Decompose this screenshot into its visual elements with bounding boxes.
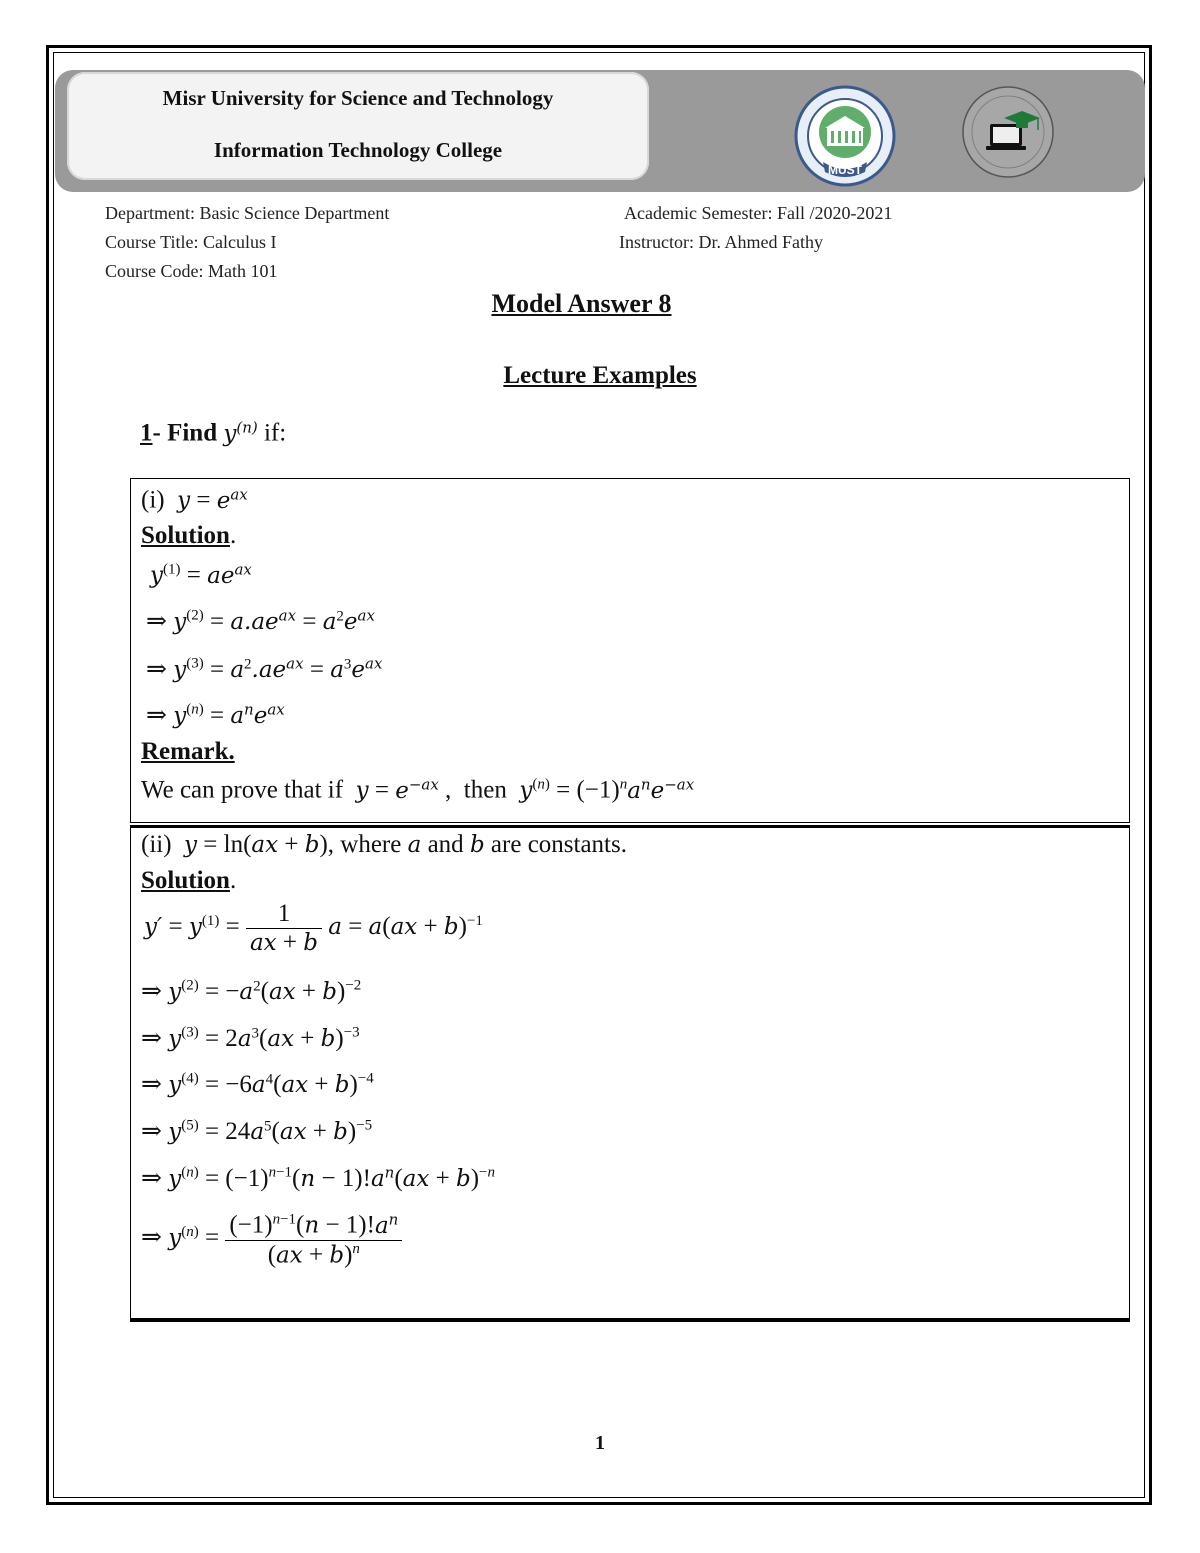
solution-box-1 xyxy=(130,478,1130,823)
part2-solution-heading: Solution. xyxy=(141,867,237,894)
part2-step-5: ⇒ $y^{(5)} = 24a^5(ax + b)^{-5}$ xyxy=(141,1117,373,1145)
remark-intro: We can prove that if xyxy=(141,776,344,804)
page-number: 1 xyxy=(595,1432,605,1454)
part2-step-n: ⇒ $y^{(n)} = (-1)^{n-1}(n - 1)!a^n(ax + b)^{-n}$ xyxy=(141,1163,495,1192)
part2-solution-label: Solution xyxy=(141,867,230,894)
part2-step-3: ⇒ $y^{(3)} = 2a^3(ax + b)^{-3}$ xyxy=(141,1024,360,1052)
part1-step-n: ⇒ $y^{(n)} = a^ne^{ax}$ xyxy=(146,700,285,729)
part1-remark-text: We can prove that if $y = e^{-ax}$ , then $y^{(n)} = (-1)^na^ne^{-ax}$ xyxy=(141,775,695,804)
part1-step-3: ⇒ $y^{(3)} = a^2.ae^{ax} = a^3e^{ax}$ xyxy=(146,654,383,683)
part2-and: and xyxy=(427,831,464,858)
part2-final: ⇒ $y^{(n)}$ = $\frac{(-1)^{n-1}(n - 1)!a^n}{(ax + b)^n}$ xyxy=(141,1210,402,1269)
it-college-logo xyxy=(960,84,1056,180)
department-label: Department: Basic Science Department xyxy=(105,203,390,223)
part2-step-1: $y' = y^{(1)}$ = $\frac{1}{ax + b}$ a = a(ax + b)$^{-1}$ xyxy=(144,900,483,956)
part2-constants: are constants. xyxy=(490,831,627,858)
university-logo xyxy=(793,84,897,188)
part1-solution-label: Solution xyxy=(141,522,230,549)
part1-statement: (i) $y = e^{ax}$ xyxy=(141,485,248,514)
part2-statement: (ii) y = ln(ax + b), where a and b are constants. xyxy=(141,831,627,858)
part1-step-1: $y^{(1)} = ae^{ax}$ xyxy=(150,560,252,589)
part1-label: (i) xyxy=(141,486,165,514)
part1-step-2: ⇒ $y^{(2)} = a.ae^{ax} = a^2e^{ax}$ xyxy=(146,606,375,635)
question-heading: 1- Find $y^{(n)}$ if: xyxy=(140,418,287,447)
part2-label: (ii) xyxy=(141,831,172,858)
part1-solution-heading: Solution. xyxy=(141,522,237,549)
part2-step-4: ⇒ $y^{(4)} = -6a^4(ax + b)^{-4}$ xyxy=(141,1070,374,1098)
instructor-label: Instructor: Dr. Ahmed Fathy xyxy=(619,232,823,252)
semester-label: Academic Semester: Fall /2020-2021 xyxy=(624,203,893,223)
part1-remark-heading xyxy=(141,738,235,766)
logo-text: MUST xyxy=(828,163,862,177)
question-number: 1 xyxy=(140,419,153,447)
university-name: Misr University for Science and Technology xyxy=(162,86,554,110)
part1-remark-label: Remark. xyxy=(141,738,235,765)
document-title: Model Answer 8 xyxy=(491,289,672,318)
remark-then: then xyxy=(463,776,507,804)
course-title-label: Course Title: Calculus I xyxy=(105,232,277,252)
document-subtitle: Lecture Examples xyxy=(503,362,697,389)
part2-where: , where xyxy=(327,831,402,858)
question-if: if: xyxy=(263,419,287,447)
college-name: Information Technology College xyxy=(213,138,503,162)
course-code-label: Course Code: Math 101 xyxy=(105,261,278,281)
question-find: - Find xyxy=(152,419,218,447)
part2-step-2: ⇒ $y^{(2)} = -a^2(ax + b)^{-2}$ xyxy=(141,977,362,1005)
